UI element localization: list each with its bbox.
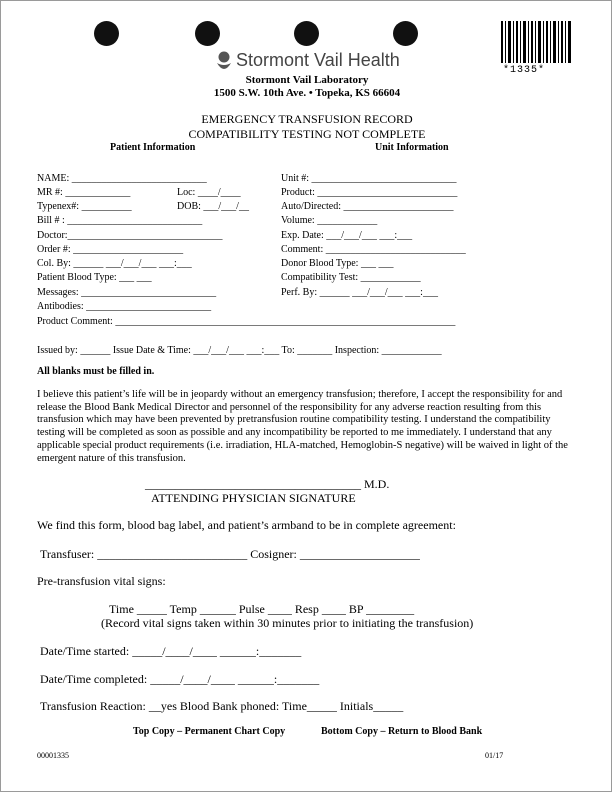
barcode-text: *1335* [503, 65, 546, 76]
doctor-field[interactable]: Doctor:_______________________________ [37, 230, 223, 241]
vitals-line[interactable]: Time _____ Temp ______ Pulse ____ Resp ____ BP ________ [109, 602, 415, 616]
top-copy-label: Top Copy – Permanent Chart Copy [133, 726, 286, 737]
punch-hole [195, 21, 220, 46]
brand-name: Stormont Vail Health [236, 50, 400, 70]
pre-transfusion-vitals-heading: Pre-transfusion vital signs: [37, 574, 166, 588]
auto-directed-field[interactable]: Auto/Directed: ______________________ [281, 201, 454, 212]
issued-by-line[interactable]: Issued by: ______ Issue Date & Time: ___/___/___ ___:___ To: _______ Inspection: ____________ [37, 345, 442, 356]
barcode [501, 21, 573, 63]
stormont-vail-logo-icon [215, 51, 233, 73]
date-time-started-line[interactable]: Date/Time started: _____/____/____ ______:_______ [40, 644, 302, 658]
typenex-field[interactable]: Typenex#: __________ [37, 201, 132, 212]
punch-hole [393, 21, 418, 46]
punch-hole [94, 21, 119, 46]
unit-comment-field[interactable]: Comment: ____________________________ [281, 244, 466, 255]
lab-name: Stormont Vail Laboratory [245, 74, 369, 86]
mr-number-field[interactable]: MR #: _____________ [37, 187, 131, 198]
physician-signature-line[interactable]: ____________________________________ M.D. [145, 477, 390, 491]
lab-address: 1500 S.W. 10th Ave. • Topeka, KS 66604 [213, 87, 401, 99]
antibodies-field[interactable]: Antibodies: _________________________ [37, 301, 212, 312]
transfusion-reaction-line[interactable]: Transfusion Reaction: __yes Blood Bank phoned: Time_____ Initials_____ [40, 699, 404, 713]
transfuser-cosigner-line[interactable]: Transfuser: _________________________ Cosigner: ____________________ [40, 547, 420, 561]
order-number-field[interactable]: Order #: ______________________ [37, 244, 184, 255]
donor-blood-type-field[interactable]: Donor Blood Type: ___ ___ [281, 258, 394, 269]
unit-section-heading: Unit Information [375, 142, 449, 153]
messages-field[interactable]: Messages: ___________________________ [37, 287, 217, 298]
patient-section-heading: Patient Information [110, 142, 196, 153]
volume-field[interactable]: Volume: ____________ [281, 215, 378, 226]
blanks-note: All blanks must be filled in. [37, 366, 155, 377]
form-title-line2: COMPATIBILITY TESTING NOT COMPLETE [188, 127, 426, 141]
vitals-note: (Record vital signs taken within 30 minutes prior to initiating the transfusion) [101, 616, 474, 630]
compatibility-test-field[interactable]: Compatibility Test: ____________ [281, 272, 421, 283]
performed-by-field[interactable]: Perf. By: ______ ___/___/___ ___:___ [281, 287, 438, 298]
physician-signature-label: ATTENDING PHYSICIAN SIGNATURE [151, 491, 356, 505]
form-revision: 01/17 [485, 751, 504, 760]
form-title-line1: EMERGENCY TRANSFUSION RECORD [201, 112, 413, 126]
collected-by-field[interactable]: Col. By: ______ ___/___/___ ___:___ [37, 258, 192, 269]
product-field[interactable]: Product: ____________________________ [281, 187, 458, 198]
date-time-completed-line[interactable]: Date/Time completed: _____/____/____ ______:_______ [40, 672, 320, 686]
patient-blood-type-field[interactable]: Patient Blood Type: ___ ___ [37, 272, 152, 283]
product-comment-field[interactable]: Product Comment: ____________________________________________________________________ [37, 316, 456, 327]
dob-field[interactable]: DOB: ___/___/__ [177, 201, 249, 212]
bill-number-field[interactable]: Bill # : ___________________________ [37, 215, 203, 226]
location-field[interactable]: Loc: ____/____ [177, 187, 241, 198]
expiration-date-field[interactable]: Exp. Date: ___/___/___ ___:___ [281, 230, 413, 241]
bottom-copy-label: Bottom Copy – Return to Blood Bank [321, 726, 483, 737]
patient-name-field[interactable]: NAME: ___________________________ [37, 173, 207, 184]
form-number: 00001335 [37, 751, 69, 760]
punch-hole [294, 21, 319, 46]
physician-statement: I believe this patient’s life will be in jeopardy without an emergency transfusion; therefore, I accept the responsibility for and release the Blood Bank Medical Director and personnel of the responsibility for any adverse reaction resulting from this transfusion which may have been prevented by pretransfusion routine compatibility testing. I understand the compatibility testing will be completed as soon as possible and any incompatibility be reported to me immediately. I understand that any applicable special product requirements (i.e. irradiation, HLA-matched, Hemoglobin-S negative) will be waived in light of the emergent nature of this transfusion. [37, 389, 568, 464]
agreement-statement: We find this form, blood bag label, and patient’s armband to be in complete agreement: [37, 518, 456, 532]
unit-number-field[interactable]: Unit #: _____________________________ [281, 173, 457, 184]
